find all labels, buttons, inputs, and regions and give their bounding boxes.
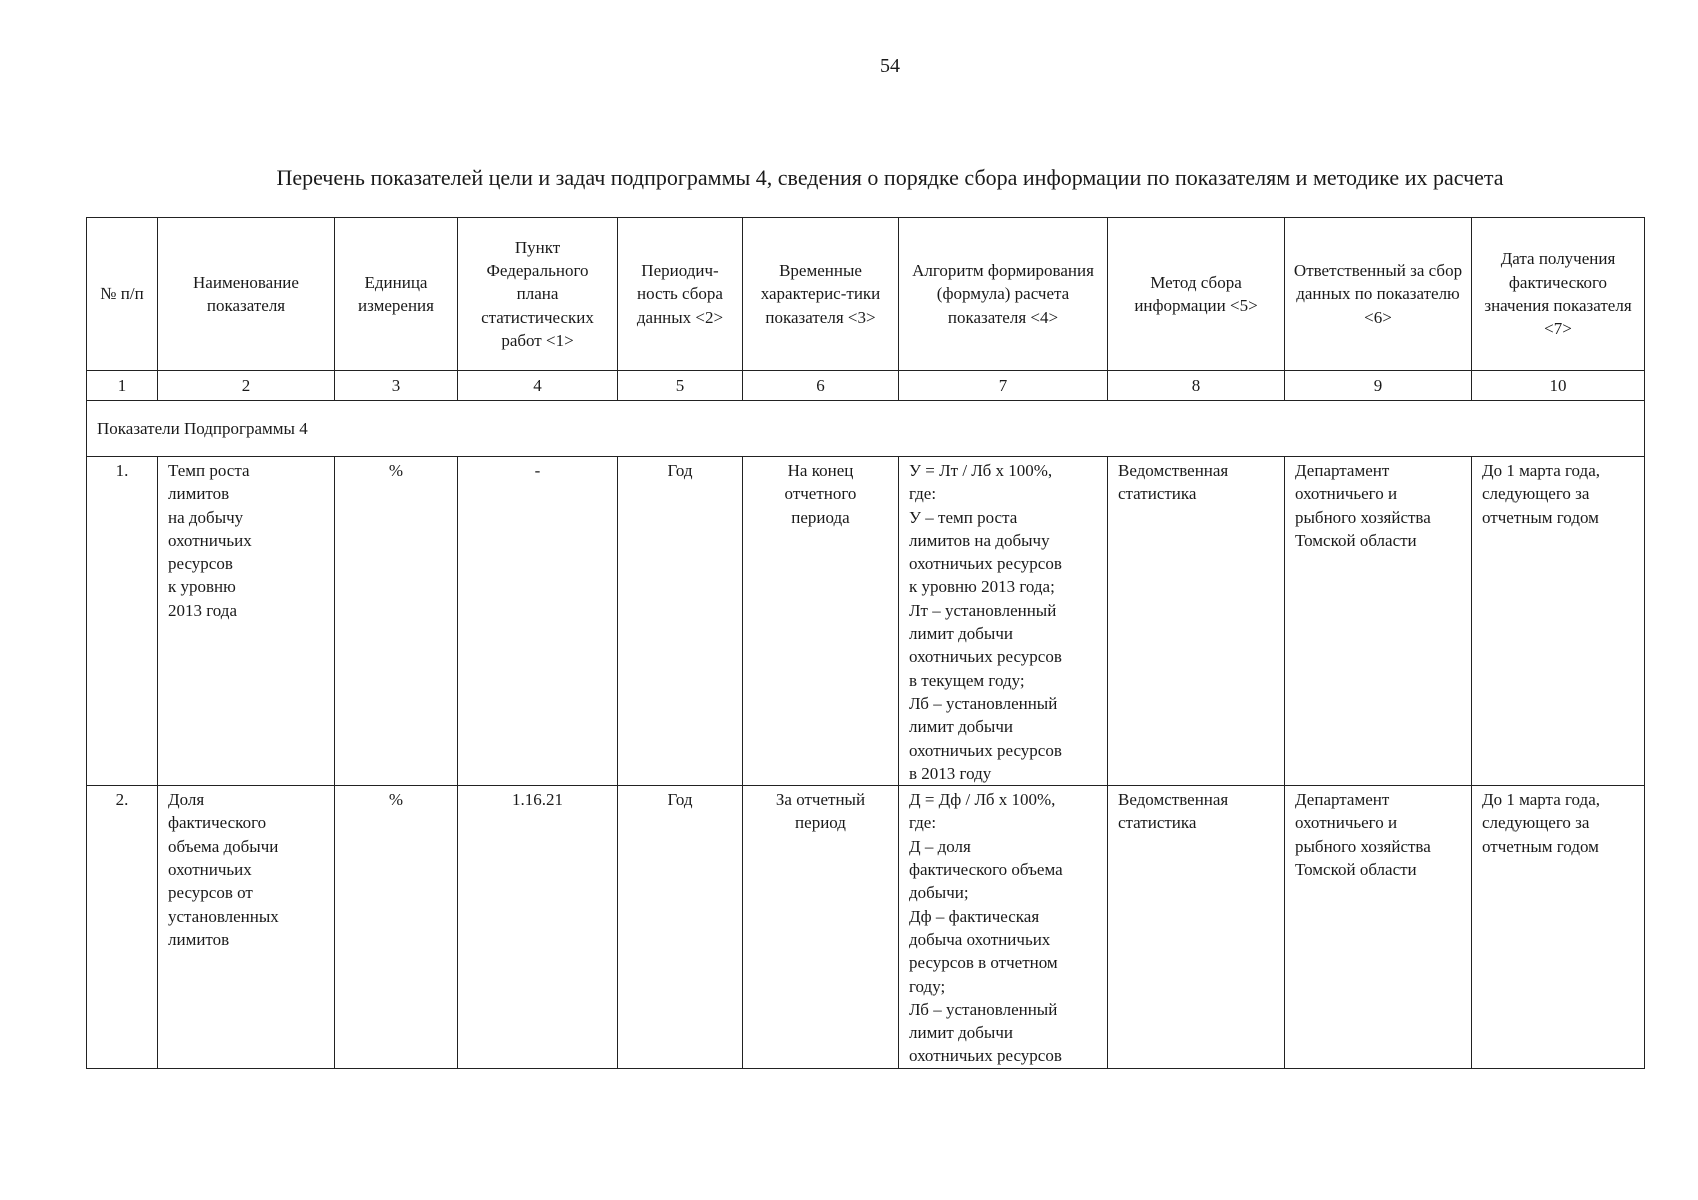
indicator-name <box>158 786 335 1069</box>
cell-line: охотничьих ресурсов <box>909 740 1062 760</box>
cell-line: охотничьих ресурсов <box>909 1046 1062 1066</box>
plan-item-cell: - <box>458 457 618 786</box>
cell-line: За отчетный <box>775 790 866 810</box>
column-number: 9 <box>1285 371 1472 401</box>
header-cell: Периодич-ность сбора данных <2> <box>618 218 743 371</box>
cell-line: лимит добычи <box>909 1023 1013 1043</box>
header-cell: Алгоритм формирования (формула) расчета показателя <4> <box>899 218 1108 371</box>
cell-line: ресурсов в отчетном <box>909 953 1058 973</box>
cell-line: лимит добычи <box>909 717 1013 737</box>
cell-line: статистика <box>1118 484 1197 504</box>
document-title: Перечень показателей цели и задач подпрограммы 4, сведения о порядке сбора информации по показателям и методике их расчета <box>276 165 1504 190</box>
cell-line: охотничьих ресурсов <box>909 647 1062 667</box>
cell-line: периода <box>791 507 850 527</box>
cell-line: Д = Дф / Лб х 100%, <box>909 790 1056 810</box>
header-cell: Пункт Федерального плана статистических работ <1> <box>458 218 618 371</box>
cell-line: фактического объема <box>909 860 1063 880</box>
cell-line: рыбного хозяйства <box>1295 507 1431 527</box>
unit-cell: % <box>335 786 458 1069</box>
section-title: Показатели Подпрограммы 4 <box>87 401 1645 457</box>
column-number: 10 <box>1472 371 1645 401</box>
cell-line: следующего за <box>1482 484 1590 504</box>
cell-line: отчетным годом <box>1482 836 1599 856</box>
column-number: 2 <box>158 371 335 401</box>
cell-line: отчетным годом <box>1482 507 1599 527</box>
cell-line: статистика <box>1118 813 1197 833</box>
cell-line: У = Лт / Лб х 100%, <box>909 461 1053 480</box>
indicators-table <box>86 217 1645 1069</box>
cell-line: 2013 года <box>168 600 238 620</box>
cell-line: фактического <box>168 813 267 833</box>
cell-line: лимитов на добычу <box>909 530 1050 550</box>
cell-line: Томской области <box>1295 530 1417 550</box>
column-number-row <box>87 371 1645 401</box>
cell-line: период <box>795 813 846 833</box>
cell-line: Департамент <box>1295 790 1390 810</box>
responsible-cell <box>1285 786 1472 1069</box>
cell-line: Лб – установленный <box>909 999 1058 1019</box>
method-cell <box>1108 457 1285 786</box>
cell-line: На конец <box>787 461 854 480</box>
cell-line: Ведомственная <box>1118 790 1229 810</box>
cell-line: следующего за <box>1482 813 1590 833</box>
formula-cell <box>899 457 1108 786</box>
column-number: 5 <box>618 371 743 401</box>
periodicity-cell: Год <box>618 457 743 786</box>
cell-line: До 1 марта года, <box>1482 461 1600 480</box>
header-cell: Дата получения фактического значения показателя <7> <box>1472 218 1645 371</box>
column-number: 8 <box>1108 371 1285 401</box>
cell-line: Лт – установленный <box>909 600 1057 620</box>
cell-line: в 2013 году <box>909 763 992 783</box>
header-cell: Ответственный за сбор данных по показателю <6> <box>1285 218 1472 371</box>
table-row <box>87 786 1645 1069</box>
cell-line: году; <box>909 976 946 996</box>
column-number: 3 <box>335 371 458 401</box>
cell-line: объема добычи <box>168 836 279 856</box>
time-characteristics-cell <box>743 786 899 1069</box>
cell-line: охотничьих <box>168 860 252 880</box>
cell-line: До 1 марта года, <box>1482 790 1600 810</box>
cell-line: Темп роста <box>168 461 250 480</box>
time-characteristics-cell <box>743 457 899 786</box>
cell-line: ресурсов <box>168 554 233 574</box>
column-number: 7 <box>899 371 1108 401</box>
column-number: 6 <box>743 371 899 401</box>
cell-line: Лб – установленный <box>909 693 1058 713</box>
cell-line: Ведомственная <box>1118 461 1229 480</box>
cell-line: охотничьих ресурсов <box>909 554 1062 574</box>
cell-line: Доля <box>168 790 205 810</box>
table-row <box>87 457 1645 786</box>
cell-line: лимит добычи <box>909 624 1013 644</box>
row-number: 1. <box>87 457 158 786</box>
cell-line: охотничьего и <box>1295 813 1398 833</box>
cell-line: где: <box>909 813 937 833</box>
cell-line: в текущем году; <box>909 670 1025 690</box>
indicator-name <box>158 457 335 786</box>
cell-line: ресурсов от <box>168 883 253 903</box>
plan-item-cell: 1.16.21 <box>458 786 618 1069</box>
cell-line: рыбного хозяйства <box>1295 836 1431 856</box>
table-header-row <box>87 218 1645 371</box>
cell-line: лимитов <box>168 929 230 949</box>
cell-line: отчетного <box>784 484 857 504</box>
cell-line: к уровню <box>168 577 236 597</box>
cell-line: охотничьих <box>168 530 252 550</box>
header-cell: Метод сбора информации <5> <box>1108 218 1285 371</box>
cell-line: У – темп роста <box>909 507 1018 527</box>
cell-line: добычи; <box>909 883 969 903</box>
column-number: 1 <box>87 371 158 401</box>
cell-line: Департамент <box>1295 461 1390 480</box>
cell-line: на добычу <box>168 507 244 527</box>
header-cell: Наименование показателя <box>158 218 335 371</box>
row-number: 2. <box>87 786 158 1069</box>
cell-line: лимитов <box>168 484 230 504</box>
header-cell: Временные характерис-тики показателя <3> <box>743 218 899 371</box>
cell-line: Томской области <box>1295 860 1417 880</box>
unit-cell: % <box>335 457 458 786</box>
date-cell <box>1472 457 1645 786</box>
cell-line: Д – доля <box>909 836 971 856</box>
column-number: 4 <box>458 371 618 401</box>
section-row <box>87 401 1645 457</box>
formula-cell <box>899 786 1108 1069</box>
header-cell: № п/п <box>87 218 158 371</box>
page-number: 54 <box>880 55 900 77</box>
method-cell <box>1108 786 1285 1069</box>
date-cell <box>1472 786 1645 1069</box>
responsible-cell <box>1285 457 1472 786</box>
cell-line: установленных <box>168 906 279 926</box>
cell-line: где: <box>909 484 937 504</box>
cell-line: к уровню 2013 года; <box>909 577 1055 597</box>
cell-line: добыча охотничьих <box>909 929 1051 949</box>
cell-line: Дф – фактическая <box>909 906 1040 926</box>
cell-line: охотничьего и <box>1295 484 1398 504</box>
periodicity-cell: Год <box>618 786 743 1069</box>
header-cell: Единица измерения <box>335 218 458 371</box>
